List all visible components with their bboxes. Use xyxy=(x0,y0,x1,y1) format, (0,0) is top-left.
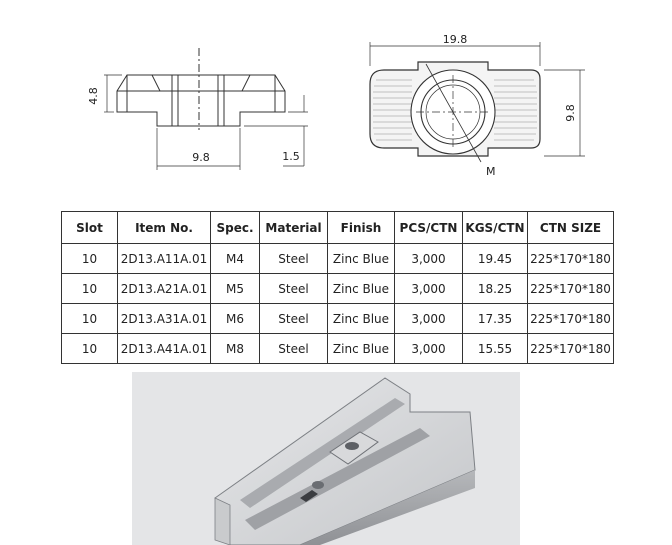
nut-thread-hole xyxy=(345,442,359,450)
header-ctn-size: CTN SIZE xyxy=(528,212,614,244)
cell-kgs-ctn: 17.35 xyxy=(463,304,528,334)
profile-hole xyxy=(312,481,324,489)
side-height-dim: 4.8 xyxy=(87,87,100,105)
top-width-dim: 9.8 xyxy=(564,104,577,122)
cell-ctn-size: 225*170*180 xyxy=(528,244,614,274)
cell-slot: 10 xyxy=(62,304,118,334)
spec-table xyxy=(61,211,614,364)
cell-ctn-size: 225*170*180 xyxy=(528,334,614,364)
header-pcs-ctn: PCS/CTN xyxy=(395,212,463,244)
cell-kgs-ctn: 19.45 xyxy=(463,244,528,274)
header-finish: Finish xyxy=(328,212,395,244)
cell-material: Steel xyxy=(260,304,328,334)
technical-drawing xyxy=(0,0,672,200)
product-photo xyxy=(0,370,672,545)
table-row xyxy=(62,274,614,304)
cell-ctn-size: 225*170*180 xyxy=(528,304,614,334)
cell-ctn-size: 225*170*180 xyxy=(528,274,614,304)
cell-finish: Zinc Blue xyxy=(328,244,395,274)
header-material: Material xyxy=(260,212,328,244)
cell-material: Steel xyxy=(260,244,328,274)
cell-item-no: 2D13.A31A.01 xyxy=(118,304,211,334)
cell-pcs-ctn: 3,000 xyxy=(395,244,463,274)
header-item-no: Item No. xyxy=(118,212,211,244)
top-length-dim: 19.8 xyxy=(442,33,468,46)
cell-finish: Zinc Blue xyxy=(328,304,395,334)
cell-material: Steel xyxy=(260,334,328,364)
table-header-row xyxy=(62,212,614,244)
table-row xyxy=(62,304,614,334)
cell-finish: Zinc Blue xyxy=(328,334,395,364)
cell-spec: M5 xyxy=(211,274,260,304)
cell-slot: 10 xyxy=(62,274,118,304)
table-row xyxy=(62,244,614,274)
cell-pcs-ctn: 3,000 xyxy=(395,304,463,334)
cell-finish: Zinc Blue xyxy=(328,274,395,304)
cell-spec: M6 xyxy=(211,304,260,334)
cell-slot: 10 xyxy=(62,334,118,364)
table-row xyxy=(62,334,614,364)
cell-kgs-ctn: 15.55 xyxy=(463,334,528,364)
header-kgs-ctn: KGS/CTN xyxy=(463,212,528,244)
cell-kgs-ctn: 18.25 xyxy=(463,274,528,304)
cell-spec: M8 xyxy=(211,334,260,364)
top-view xyxy=(370,42,585,162)
cell-item-no: 2D13.A41A.01 xyxy=(118,334,211,364)
cell-item-no: 2D13.A11A.01 xyxy=(118,244,211,274)
cell-pcs-ctn: 3,000 xyxy=(395,274,463,304)
side-width-dim: 9.8 xyxy=(192,151,210,164)
profile-end-face xyxy=(215,498,230,545)
thread-label: M xyxy=(486,165,496,178)
cell-pcs-ctn: 3,000 xyxy=(395,334,463,364)
cell-slot: 10 xyxy=(62,244,118,274)
cell-spec: M4 xyxy=(211,244,260,274)
header-slot: Slot xyxy=(62,212,118,244)
header-spec: Spec. xyxy=(211,212,260,244)
cell-material: Steel xyxy=(260,274,328,304)
side-thickness-dim: 1.5 xyxy=(282,150,300,163)
cell-item-no: 2D13.A21A.01 xyxy=(118,274,211,304)
